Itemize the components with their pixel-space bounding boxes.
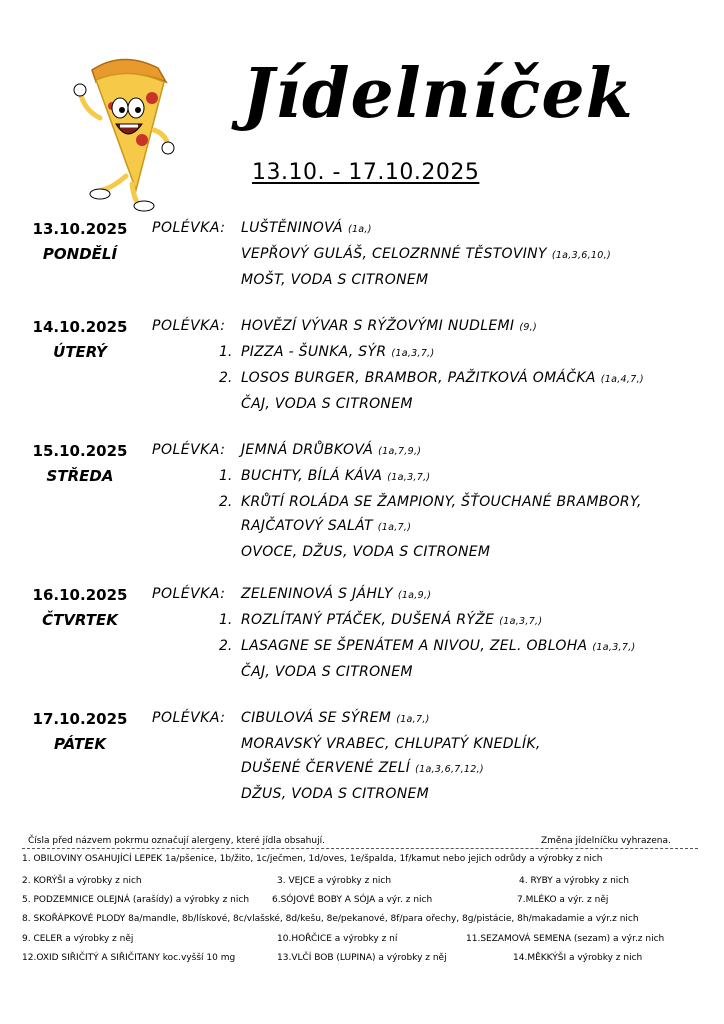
allergen-item: 1. OBILOVINY OSAHUJÍCÍ LEPEK 1a/pšenice, 1b/žito, 1c/ječmen, 1d/oves, 1e/špalda, 1f/kamut nebo jejich odrůdy a výrobky z nich (22, 854, 603, 864)
day-date: 13.10.2025 (32, 220, 128, 238)
dish-line (241, 272, 428, 288)
soup-line (241, 442, 421, 458)
dish-text: ZELENINOVÁ S JÁHLY (241, 586, 393, 602)
menu-number: 1. (219, 612, 233, 628)
dish-text: LUŠTĚNINOVÁ (241, 220, 343, 236)
allergen-codes: (1a,3,7,) (499, 616, 543, 627)
day-name: ČTVRTEK (42, 611, 118, 629)
dish-line (241, 518, 411, 534)
dish-text: ČAJ, VODA S CITRONEM (241, 664, 413, 680)
dish-line (241, 246, 611, 262)
allergen-codes: (1a,3,6,7,12,) (415, 764, 484, 775)
dish-line (241, 494, 642, 510)
change-note: Změna jídelníčku vyhrazena. (541, 836, 671, 846)
date-range: 13.10. - 17.10.2025 (252, 160, 480, 185)
menu-number: 2. (219, 494, 233, 510)
dish-text: MOŠT, VODA S CITRONEM (241, 272, 429, 288)
dish-text: KRŮTÍ ROLÁDA SE ŽAMPIONY, ŠŤOUCHANÉ BRAMBORY, (241, 494, 642, 510)
dish-text: MORAVSKÝ VRABEC, CHLUPATÝ KNEDLÍK, (241, 736, 541, 752)
dish-text: OVOCE, DŽUS, VODA S CITRONEM (241, 544, 491, 560)
menu-number: 2. (219, 638, 233, 654)
allergen-item: 3. VEJCE a výrobky z nich (277, 876, 392, 886)
soup-line (241, 318, 537, 334)
allergen-codes: (9,) (519, 322, 538, 333)
allergen-codes: (1a,4,7,) (600, 374, 644, 385)
dish-line (241, 468, 430, 484)
allergen-item: 12.OXID SIŘIČITÝ A SIŘIČITANY koc.vyšší 10 mg (22, 953, 236, 963)
footer-divider (22, 848, 698, 849)
dish-line (241, 664, 413, 680)
soup-line (241, 220, 372, 236)
dish-text: VEPŘOVÝ GULÁŠ, CELOZRNNÉ TĚSTOVINY (241, 246, 547, 262)
dish-line (241, 544, 490, 560)
allergen-codes: (1a,7,) (396, 714, 430, 725)
dish-text: BUCHTY, BÍLÁ KÁVA (241, 468, 383, 484)
allergen-item: 6.SÓJOVÉ BOBY A SÓJA a výr. z nich (272, 895, 433, 905)
allergen-item: 7.MLÉKO a výr. z něj (517, 895, 609, 905)
dish-text: CIBULOVÁ SE SÝREM (241, 710, 392, 726)
allergen-item: 10.HOŘČICE a výrobky z ní (277, 934, 398, 944)
allergen-codes: (1a,3,6,10,) (551, 250, 611, 261)
day-name: PONDĚLÍ (42, 245, 118, 263)
allergen-item: 4. RYBY a výrobky z nich (519, 876, 629, 886)
allergen-codes: (1a,7,9,) (378, 446, 422, 457)
soup-line (241, 586, 431, 602)
dish-text: ČAJ, VODA S CITRONEM (241, 396, 413, 412)
allergen-item: 8. SKOŘÁPKOVÉ PLODY 8a/mandle, 8b/lískové, 8c/vlašské, 8d/kešu, 8e/pekanové, 8f/para ořechy, 8g/pistácie, 8h/makadamie a výr.z nich (22, 914, 639, 924)
allergen-item: 14.MĚKKÝŠI a výrobky z nich (513, 953, 643, 963)
day-name: STŘEDA (46, 467, 114, 485)
dish-text: HOVĚZÍ VÝVAR S RÝŽOVÝMI NUDLEMI (241, 318, 515, 334)
allergen-codes: (1a,7,) (377, 522, 412, 533)
soup-line (241, 710, 430, 726)
allergen-codes: (1a,3,7,) (592, 642, 636, 653)
allergen-item: 9. CELER a výrobky z něj (22, 934, 134, 944)
allergen-codes: (1a,3,7,) (387, 472, 431, 483)
dish-line (241, 786, 429, 802)
allergen-codes: (1a,3,7,) (391, 348, 435, 359)
dish-line (241, 760, 484, 776)
dish-text: LASAGNE SE ŠPENÁTEM A NIVOU, ZEL. OBLOHA (241, 638, 588, 654)
menu-number: 1. (219, 468, 233, 484)
dish-text: DŽUS, VODA S CITRONEM (241, 786, 430, 802)
menu-number: 2. (219, 370, 233, 386)
dish-text: JEMNÁ DRŮBKOVÁ (241, 442, 374, 458)
allergen-codes: (1a,9,) (397, 590, 432, 601)
dish-line (241, 370, 644, 386)
allergen-item: 11.SEZAMOVÁ SEMENA (sezam) a výr.z nich (466, 934, 665, 944)
day-date: 15.10.2025 (32, 442, 128, 460)
page-title: Jídelníček (242, 54, 634, 134)
dish-text: RAJČATOVÝ SALÁT (241, 518, 373, 534)
dish-line (241, 736, 541, 752)
dish-text: ROZLÍTANÝ PTÁČEK, DUŠENÁ RÝŽE (241, 612, 495, 628)
menu-number: 1. (219, 344, 233, 360)
day-name: PÁTEK (54, 735, 106, 753)
day-date: 16.10.2025 (32, 586, 128, 604)
allergen-item: 2. KORÝŠI a výrobky z nich (22, 876, 142, 886)
soup-label: POLÉVKA: (152, 442, 226, 458)
dish-line (241, 344, 435, 360)
soup-label: POLÉVKA: (152, 220, 226, 236)
dish-text: DUŠENÉ ČERVENÉ ZELÍ (241, 760, 411, 776)
allergen-item: 13.VLČÍ BOB (LUPINA) a výrobky z něj (277, 953, 447, 963)
allergen-note: Čísla před názvem pokrmu označují alergeny, které jídla obsahují. (28, 836, 325, 846)
dish-text: LOSOS BURGER, BRAMBOR, PAŽITKOVÁ OMÁČKA (241, 370, 596, 386)
day-name: ÚTERÝ (53, 343, 107, 361)
allergen-codes: (1a,) (347, 224, 372, 235)
day-date: 14.10.2025 (32, 318, 128, 336)
soup-label: POLÉVKA: (152, 318, 226, 334)
pizza-mascot-icon (62, 48, 182, 216)
allergen-item: 5. PODZEMNICE OLEJNÁ (arašídy) a výrobky z nich (22, 895, 250, 905)
soup-label: POLÉVKA: (152, 710, 226, 726)
dish-line (241, 612, 542, 628)
soup-label: POLÉVKA: (152, 586, 226, 602)
dish-line (241, 396, 413, 412)
dish-line (241, 638, 636, 654)
dish-text: PIZZA - ŠUNKA, SÝR (241, 344, 387, 360)
day-date: 17.10.2025 (32, 710, 128, 728)
